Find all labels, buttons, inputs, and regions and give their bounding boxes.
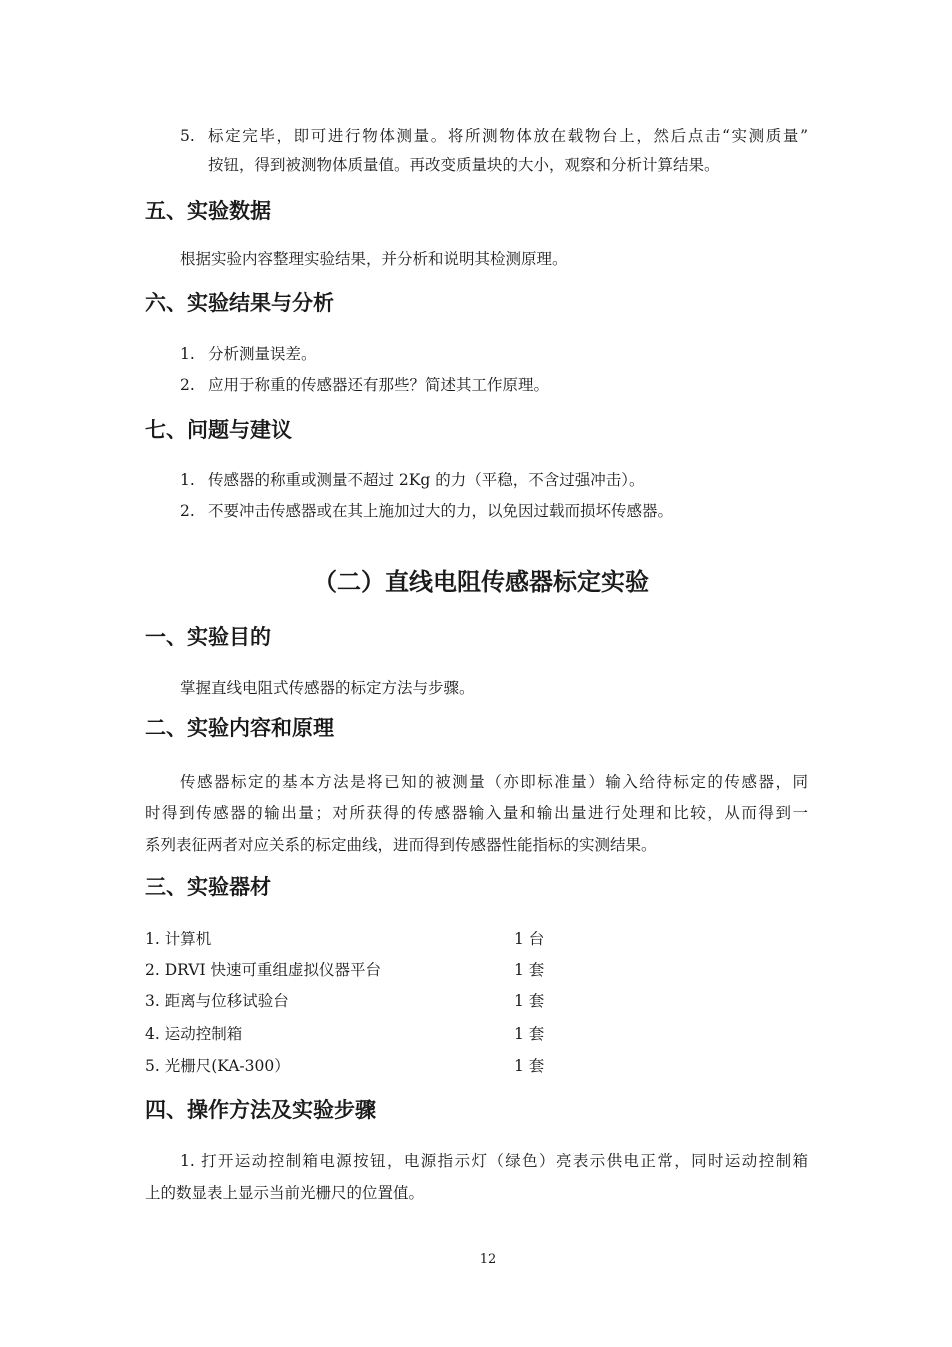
- procedure-line2: 上的数显表上显示当前光栅尺的位置值。: [145, 1184, 425, 1202]
- equipment-item-name: 5. 光栅尺(KA-300）: [145, 1057, 290, 1075]
- results-item-number: 1.: [180, 345, 195, 363]
- section-heading-procedure: 四、操作方法及实验步骤: [145, 1098, 376, 1122]
- principle-line1: 传感器标定的基本方法是将已知的被测量（亦即标准量）输入给待标定的传感器，同: [180, 773, 808, 791]
- equipment-item-qty: 1 套: [514, 992, 545, 1010]
- results-item-text: 应用于称重的传感器还有那些？简述其工作原理。: [208, 376, 550, 394]
- chapter-title: （二）直线电阻传感器标定实验: [313, 568, 649, 596]
- results-item-text: 分析测量误差。: [208, 345, 317, 363]
- procedure-line1: 1. 打开运动控制箱电源按钮，电源指示灯（绿色）亮表示供电正常，同时运动控制箱: [180, 1152, 808, 1170]
- suggestion-item-text: 不要冲击传感器或在其上施加过大的力，以免因过载而损坏传感器。: [208, 502, 674, 520]
- purpose-text: 掌握直线电阻式传感器的标定方法与步骤。: [180, 679, 475, 697]
- step5-line2: 按钮，得到被测物体质量值。再改变质量块的大小，观察和分析计算结果。: [208, 156, 720, 174]
- page-number: 12: [479, 1252, 497, 1267]
- section-heading-equipment: 三、实验器材: [145, 875, 271, 899]
- equipment-item-name: 4. 运动控制箱: [145, 1025, 243, 1043]
- section-heading-purpose: 一、实验目的: [145, 625, 271, 649]
- step5-line1: 标定完毕，即可进行物体测量。将所测物体放在载物台上，然后点击“实测质量”: [208, 127, 808, 145]
- equipment-item-qty: 1 套: [514, 1057, 545, 1075]
- equipment-item-qty: 1 台: [514, 930, 545, 948]
- results-item-number: 2.: [180, 376, 195, 394]
- suggestion-item-number: 2.: [180, 502, 195, 520]
- section-heading-data: 五、实验数据: [145, 199, 271, 223]
- section-heading-principle: 二、实验内容和原理: [145, 716, 334, 740]
- section-heading-suggestions: 七、问题与建议: [145, 418, 292, 442]
- suggestion-item-text: 传感器的称重或测量不超过 2Kg 的力（平稳，不含过强冲击）。: [208, 471, 645, 489]
- equipment-item-name: 2. DRVI 快速可重组虚拟仪器平台: [145, 961, 382, 979]
- principle-line3: 系列表征两者对应关系的标定曲线，进而得到传感器性能指标的实测结果。: [145, 836, 657, 854]
- section-data-text: 根据实验内容整理实验结果，并分析和说明其检测原理。: [180, 250, 568, 268]
- suggestion-item-number: 1.: [180, 471, 195, 489]
- principle-line2: 时得到传感器的输出量；对所获得的传感器输入量和输出量进行处理和比较，从而得到一: [145, 804, 808, 822]
- equipment-item-qty: 1 套: [514, 1025, 545, 1043]
- equipment-item-qty: 1 套: [514, 961, 545, 979]
- equipment-item-name: 1. 计算机: [145, 930, 212, 948]
- step5-number: 5.: [180, 127, 195, 145]
- section-heading-results: 六、实验结果与分析: [145, 291, 334, 315]
- equipment-item-name: 3. 距离与位移试验台: [145, 992, 289, 1010]
